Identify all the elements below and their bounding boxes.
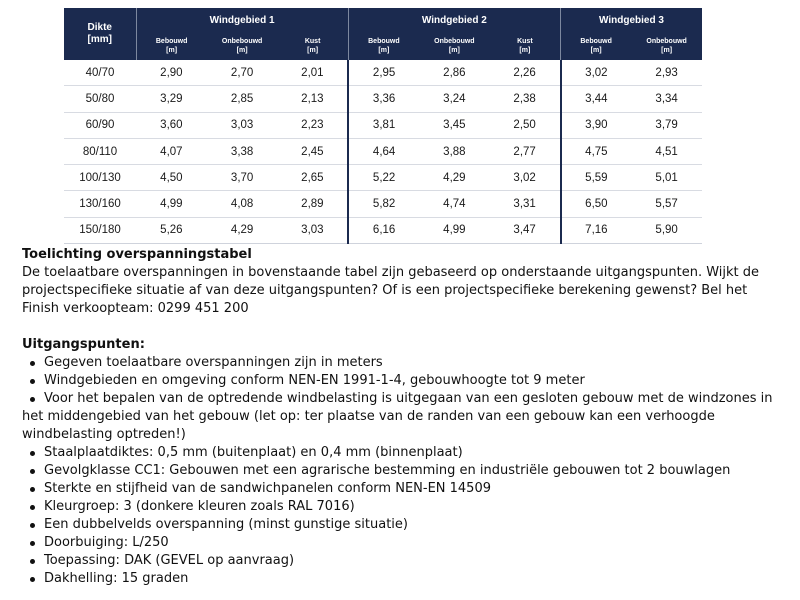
list-item-text: Een dubbelvelds overspanning (minst gunstige situatie) — [44, 517, 408, 532]
sub-header-unit: [m] — [236, 47, 248, 54]
value-cell: 5,26 — [136, 217, 207, 243]
sub-header — [207, 32, 278, 60]
value-cell: 2,45 — [278, 138, 349, 164]
sub-header — [278, 32, 349, 60]
value-cell: 4,07 — [136, 138, 207, 164]
sub-header-label: Bebouwd — [368, 38, 400, 45]
value-cell: 5,22 — [348, 165, 419, 191]
table-row — [64, 138, 702, 164]
sub-header-label: Kust — [304, 38, 321, 45]
value-cell: 3,60 — [136, 112, 207, 138]
table-row — [64, 217, 702, 243]
sub-header-unit: [m] — [590, 47, 602, 54]
value-cell: 2,95 — [348, 60, 419, 86]
dikte-cell: 100/130 — [64, 165, 136, 191]
list-item-text: Toepassing: DAK (GEVEL op aanvraag) — [44, 553, 295, 568]
list-item-text: Doorbuiging: L/250 — [44, 535, 169, 550]
list-item-text: Staalplaatdiktes: 0,5 mm (buitenplaat) en 0,4 mm (binnenplaat) — [44, 445, 463, 460]
points-list — [22, 354, 782, 588]
dikte-header — [64, 8, 136, 60]
value-cell: 5,01 — [631, 165, 702, 191]
bullet-icon — [30, 523, 35, 528]
value-cell: 3,02 — [490, 165, 561, 191]
sub-header-unit: [m] — [166, 47, 178, 54]
sub-header-unit: [m] — [307, 47, 319, 54]
sub-header — [631, 32, 702, 60]
list-item-text: Dakhelling: 15 graden — [44, 571, 189, 586]
table-row — [64, 86, 702, 112]
value-cell: 2,89 — [278, 191, 349, 217]
table-row — [64, 60, 702, 86]
value-cell: 3,03 — [278, 217, 349, 243]
value-cell: 4,99 — [136, 191, 207, 217]
bullet-icon — [30, 361, 35, 366]
bullet-icon — [30, 379, 35, 384]
list-item — [22, 390, 782, 444]
dikte-cell: 60/90 — [64, 112, 136, 138]
sub-header-unit: [m] — [448, 47, 460, 54]
list-item — [22, 570, 782, 588]
bullet-icon — [30, 451, 35, 456]
group-header-3: Windgebied 3 — [561, 8, 703, 32]
value-cell: 3,34 — [631, 86, 702, 112]
list-item — [22, 534, 782, 552]
value-cell: 2,38 — [490, 86, 561, 112]
value-cell: 3,44 — [561, 86, 632, 112]
list-item-text: Kleurgroep: 3 (donkere kleuren zoals RAL 7016) — [44, 499, 355, 514]
dikte-cell: 130/160 — [64, 191, 136, 217]
dikte-cell: 80/110 — [64, 138, 136, 164]
value-cell: 4,99 — [419, 217, 490, 243]
value-cell: 2,65 — [278, 165, 349, 191]
value-cell: 4,29 — [207, 217, 278, 243]
sub-header-label: Onbebouwd — [646, 38, 687, 45]
bullet-icon — [30, 559, 35, 564]
table-row — [64, 165, 702, 191]
bullet-icon — [30, 469, 35, 474]
table-row — [64, 191, 702, 217]
list-item — [22, 462, 782, 480]
value-cell: 3,36 — [348, 86, 419, 112]
explanation-body: De toelaatbare overspanningen in bovenstaande tabel zijn gebaseerd op onderstaande uitgangspunten. Wijkt de projectspecifieke situatie af van deze uitgangspunten? Of is een projectspecifieke berekening gewenst? Bel het Finish verkoopteam: 0299 451 200 — [22, 265, 760, 316]
value-cell: 5,57 — [631, 191, 702, 217]
value-cell: 2,86 — [419, 60, 490, 86]
bullet-icon — [30, 487, 35, 492]
value-cell: 2,93 — [631, 60, 702, 86]
dikte-unit: [mm] — [87, 34, 112, 45]
value-cell: 3,81 — [348, 112, 419, 138]
sub-header-unit: [m] — [519, 47, 531, 54]
explanation-title: Toelichting overspanningstabel — [22, 247, 252, 262]
value-cell: 4,64 — [348, 138, 419, 164]
list-item-text: Sterkte en stijfheid van de sandwichpanelen conform NEN-EN 14509 — [44, 481, 491, 496]
value-cell: 4,74 — [419, 191, 490, 217]
value-cell: 2,85 — [207, 86, 278, 112]
bullet-icon — [30, 577, 35, 582]
bullet-icon — [30, 541, 35, 546]
sub-header-label: Onbebouwd — [434, 38, 475, 45]
list-item — [22, 444, 782, 462]
sub-header — [348, 32, 419, 60]
sub-header-label: Bebouwd — [155, 38, 188, 45]
sub-header — [419, 32, 490, 60]
value-cell: 2,23 — [278, 112, 349, 138]
list-item — [22, 372, 782, 390]
value-cell: 3,02 — [561, 60, 632, 86]
sub-header — [136, 32, 207, 60]
sub-header-unit: [m] — [661, 47, 673, 54]
sub-header-label: Bebouwd — [580, 38, 612, 45]
list-item-text: Windgebieden en omgeving conform NEN-EN 1991-1-4, gebouwhoogte tot 9 meter — [44, 373, 585, 388]
bullet-icon — [30, 505, 35, 510]
group-header-2: Windgebied 2 — [348, 8, 560, 32]
text-block — [22, 246, 782, 588]
value-cell: 3,31 — [490, 191, 561, 217]
value-cell: 4,50 — [136, 165, 207, 191]
list-item-text: Voor het bepalen van de optredende windbelasting is uitgegaan van een gesloten gebouw met de windzones in het middengebied van het gebouw (let op: ter plaatse van de randen van een gebouw kan een verhoogde windbelasting optreden!) — [22, 391, 773, 442]
table-row — [64, 112, 702, 138]
sub-header-label: Onbebouwd — [221, 38, 263, 45]
list-item — [22, 480, 782, 498]
value-cell: 3,70 — [207, 165, 278, 191]
value-cell: 3,03 — [207, 112, 278, 138]
list-item-text: Gegeven toelaatbare overspanningen zijn in meters — [44, 355, 383, 370]
group-header-1: Windgebied 1 — [136, 8, 348, 32]
list-item-text: Gevolgklasse CC1: Gebouwen met een agrarische bestemming en industriële gebouwen tot 2 bouwlagen — [44, 463, 731, 478]
value-cell: 5,82 — [348, 191, 419, 217]
value-cell: 5,90 — [631, 217, 702, 243]
value-cell: 2,70 — [207, 60, 278, 86]
value-cell: 3,47 — [490, 217, 561, 243]
sub-header-unit: [m] — [378, 47, 390, 54]
dikte-cell: 150/180 — [64, 217, 136, 243]
value-cell: 3,24 — [419, 86, 490, 112]
list-item — [22, 552, 782, 570]
bullet-icon — [30, 397, 35, 402]
dikte-cell: 50/80 — [64, 86, 136, 112]
value-cell: 3,38 — [207, 138, 278, 164]
list-item — [22, 516, 782, 534]
value-cell: 6,16 — [348, 217, 419, 243]
dikte-cell: 40/70 — [64, 60, 136, 86]
span-table — [64, 8, 702, 244]
value-cell: 4,08 — [207, 191, 278, 217]
value-cell: 3,88 — [419, 138, 490, 164]
sub-header-label: Kust — [517, 38, 533, 45]
value-cell: 4,75 — [561, 138, 632, 164]
value-cell: 2,50 — [490, 112, 561, 138]
value-cell: 3,45 — [419, 112, 490, 138]
list-item — [22, 498, 782, 516]
value-cell: 4,51 — [631, 138, 702, 164]
value-cell: 2,13 — [278, 86, 349, 112]
dikte-label: Dikte — [87, 22, 112, 33]
value-cell: 6,50 — [561, 191, 632, 217]
sub-header — [561, 32, 632, 60]
value-cell: 2,01 — [278, 60, 349, 86]
value-cell: 2,26 — [490, 60, 561, 86]
value-cell: 3,90 — [561, 112, 632, 138]
value-cell: 7,16 — [561, 217, 632, 243]
value-cell: 2,77 — [490, 138, 561, 164]
value-cell: 3,29 — [136, 86, 207, 112]
span-table-container — [64, 8, 702, 244]
list-item — [22, 354, 782, 372]
value-cell: 3,79 — [631, 112, 702, 138]
value-cell: 5,59 — [561, 165, 632, 191]
points-title: Uitgangspunten: — [22, 337, 145, 352]
value-cell: 4,29 — [419, 165, 490, 191]
sub-header — [490, 32, 561, 60]
value-cell: 2,90 — [136, 60, 207, 86]
